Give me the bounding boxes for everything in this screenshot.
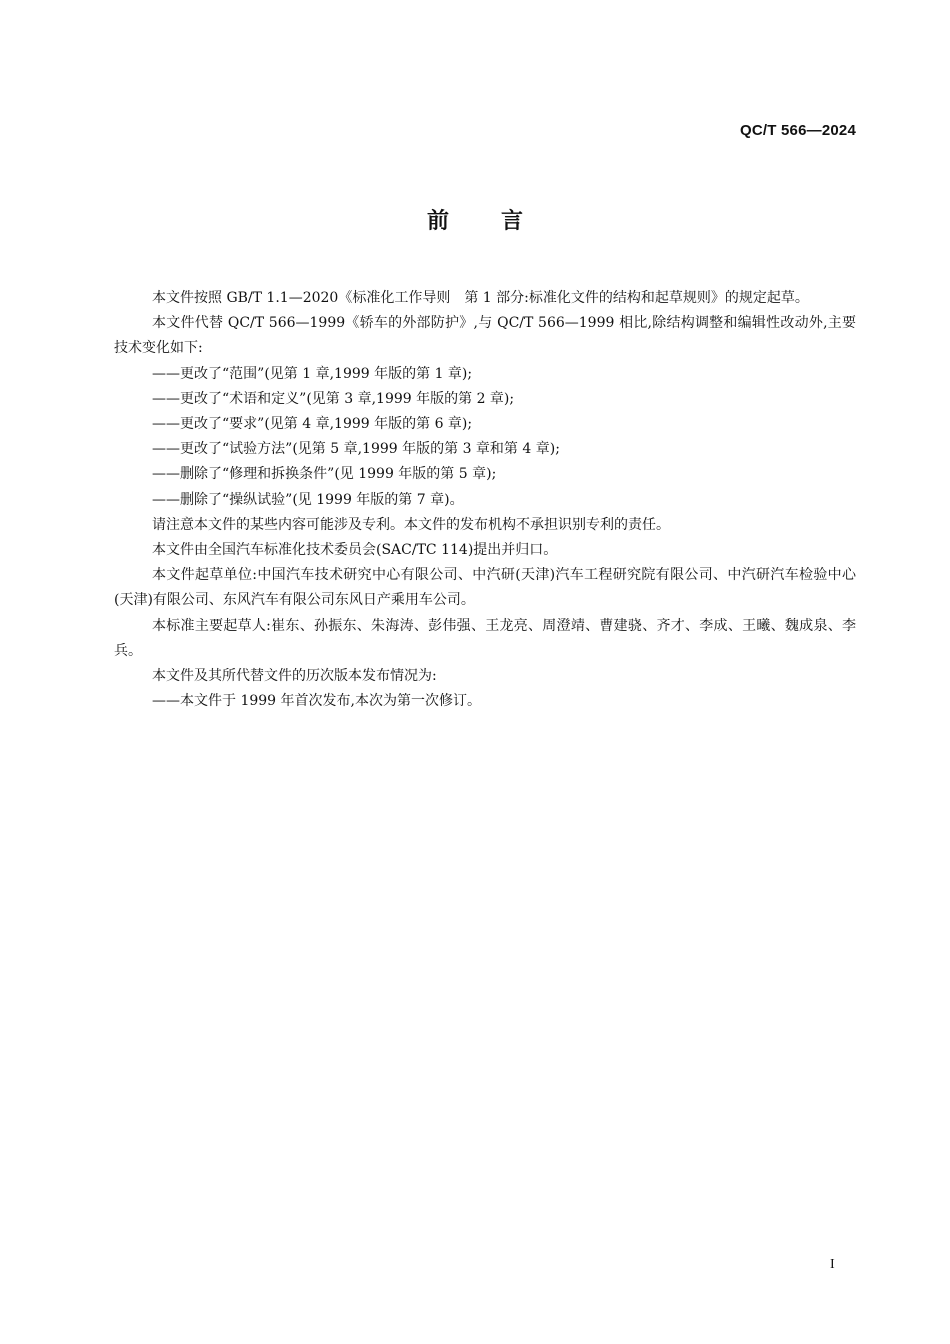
change-item-operation-test: ——删除了“操纵试验”(见 1999 年版的第 7 章)。: [152, 491, 464, 508]
change-item-test-methods: ——更改了“试验方法”(见第 5 章,1999 年版的第 3 章和第 4 章);: [152, 441, 560, 458]
change-item-scope: ——更改了“范围”(见第 1 章,1999 年版的第 1 章);: [152, 365, 473, 382]
paragraph-drafting-units: 本文件起草单位:中国汽车技术研究中心有限公司、中汽研(天津)汽车工程研究院有限公司、中汽研汽车检验中心(天津)有限公司、东风汽车有限公司东风日产乘用车公司。: [114, 567, 856, 609]
foreword-body: [114, 286, 856, 714]
paragraph-proposer: 本文件由全国汽车标准化技术委员会(SAC/TC 114)提出并归口。: [152, 542, 558, 559]
paragraph-version-history: 本文件及其所代替文件的历次版本发布情况为:: [152, 668, 437, 685]
change-item-terms: ——更改了“术语和定义”(见第 3 章,1999 年版的第 2 章);: [152, 390, 515, 407]
page-title: 前言: [426, 209, 575, 234]
paragraph-patent-notice: 请注意本文件的某些内容可能涉及专利。本文件的发布机构不承担识别专利的责任。: [152, 516, 670, 533]
change-item-repair-conditions: ——删除了“修理和拆换条件”(见 1999 年版的第 5 章);: [152, 466, 497, 483]
paragraph-replacement: 本文件代替 QC/T 566—1999《轿车的外部防护》,与 QC/T 566—1999 相比,除结构调整和编辑性改动外,主要技术变化如下:: [114, 315, 856, 357]
paragraph-drafting-rules: 本文件按照 GB/T 1.1—2020《标准化工作导则 第 1 部分:标准化文件的结构和起草规则》的规定起草。: [152, 290, 809, 306]
paragraph-drafters: 本标准主要起草人:崔东、孙振东、朱海涛、彭伟强、王龙亮、周澄靖、曹建骁、齐才、李成、王曦、魏成泉、李兵。: [114, 617, 856, 659]
history-item: ——本文件于 1999 年首次发布,本次为第一次修订。: [152, 693, 481, 710]
standard-code: QC/T 566—2024: [740, 122, 856, 139]
page-number: I: [830, 1257, 835, 1272]
change-item-requirements: ——更改了“要求”(见第 4 章,1999 年版的第 6 章);: [152, 416, 473, 433]
